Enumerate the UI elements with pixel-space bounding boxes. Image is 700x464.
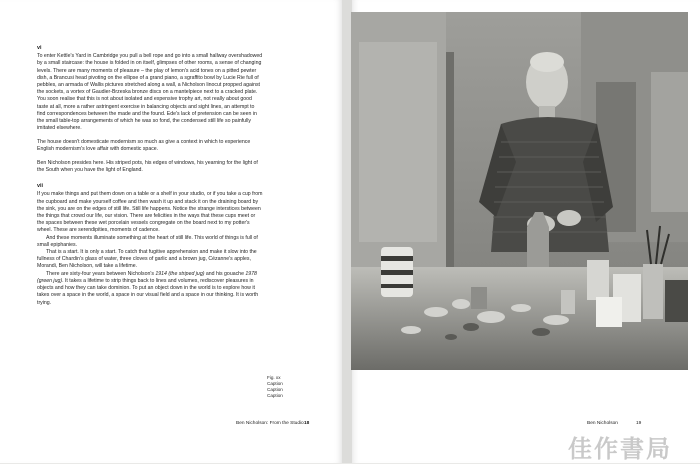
section-number-vii: vii: [37, 183, 43, 190]
photograph-illustration: [351, 12, 688, 370]
paragraph: There are sixty-four years between Nicholson's 1914 (the striped jug) and his gouache 1978 (green jug). It takes a lifetime to strip things back to lines and volumes, rediscover pleasures in objects and how they can take dominion. To put an object down in the world is to explore how it takes over a space in the world, a space in our visual field and a space in our thinking. It is worth trying.: [37, 270, 259, 306]
paragraph: And these moments illuminate something at the heart of still life. This world of things is full of small epiphanies.: [37, 234, 258, 248]
running-footer-left: [236, 421, 310, 426]
body-text-column: [37, 45, 263, 307]
section-number-vi: vi: [37, 45, 42, 51]
page-number: 19: [636, 421, 642, 426]
paragraph: The house doesn't domesticate modernism so much as give a context in which to experience English modernism's love affair with domestic space.: [37, 138, 251, 153]
artwork-title: 1914 (the striped jug): [155, 270, 205, 277]
watermark: 佳作書局: [568, 434, 672, 463]
running-title: Ben Nicholson: From the Studio: [236, 421, 304, 426]
paragraph: That is a start. It is only a start. To catch that fugitive apprehension and make it slow into the fullness of Chardin's glass of water, three cloves of garlic and a brown jug, Cézanne's apples, Morandi, Ben Nicholson, will take a lifetime.: [37, 249, 257, 270]
paragraph: Ben Nicholson presides here. His striped pots, his edges of windows, his yearning for the light of the South when you have the light of England.: [37, 159, 258, 174]
left-page: [0, 0, 342, 463]
running-footer-right: [587, 421, 642, 426]
studio-photograph: [351, 12, 688, 370]
artwork-title: 1978 (green jug): [37, 270, 257, 284]
paragraph: To enter Kettle's Yard in Cambridge you pull a bell rope and go into a small hallway overshadowed by a small staircase: the house is folded in on itself, glimpses of other rooms, a sense of changing levels. There are many moments of pleasure – the play of lemon's acid tones on a pitted pewter dish, a Brancusi head pivoting on the ellipse of a grand piano, a sgraffito bowl by Lucie Rie full of pebbles, an armada of Wallis pictures stretched along a wall, a Nicholson linocut propped against the sockets, a vortex of Gaudier-Brzeska bronze discs on a mantelpiece next to a cracked plate. You soon realise that this is not about isolated and expensive trophy art, not really about good taste at all, more a rather astringent exercise in balancing objects and sight lines, an attempt to find correspondences between the made and the found. Ede's lack of pretension can be seen in the small table-top arrangements of which he was so fond, the condensed still life so painfully imitated elsewhere.: [37, 53, 263, 132]
running-title: Ben Nicholson: [587, 421, 618, 426]
figure-caption: Fig. xx Caption Caption Caption: [267, 375, 283, 398]
paragraph: If you make things and put them down on a table or a shelf in your studio, or if you take a cup from the cupboard and make yourself coffee and then wash it up and stack it on the draining board by the sink, you are on the edges of still life. Still life happens. Notice the strange interstices between the things that crowd our life, our vision. There are felicities in the ways that these cups meet or the spaces between these wet porcelain vessels congregate on the board next to my potter's wheel. These are serendipities, moments of cadence.: [37, 191, 263, 234]
page-number: 18: [304, 421, 310, 426]
